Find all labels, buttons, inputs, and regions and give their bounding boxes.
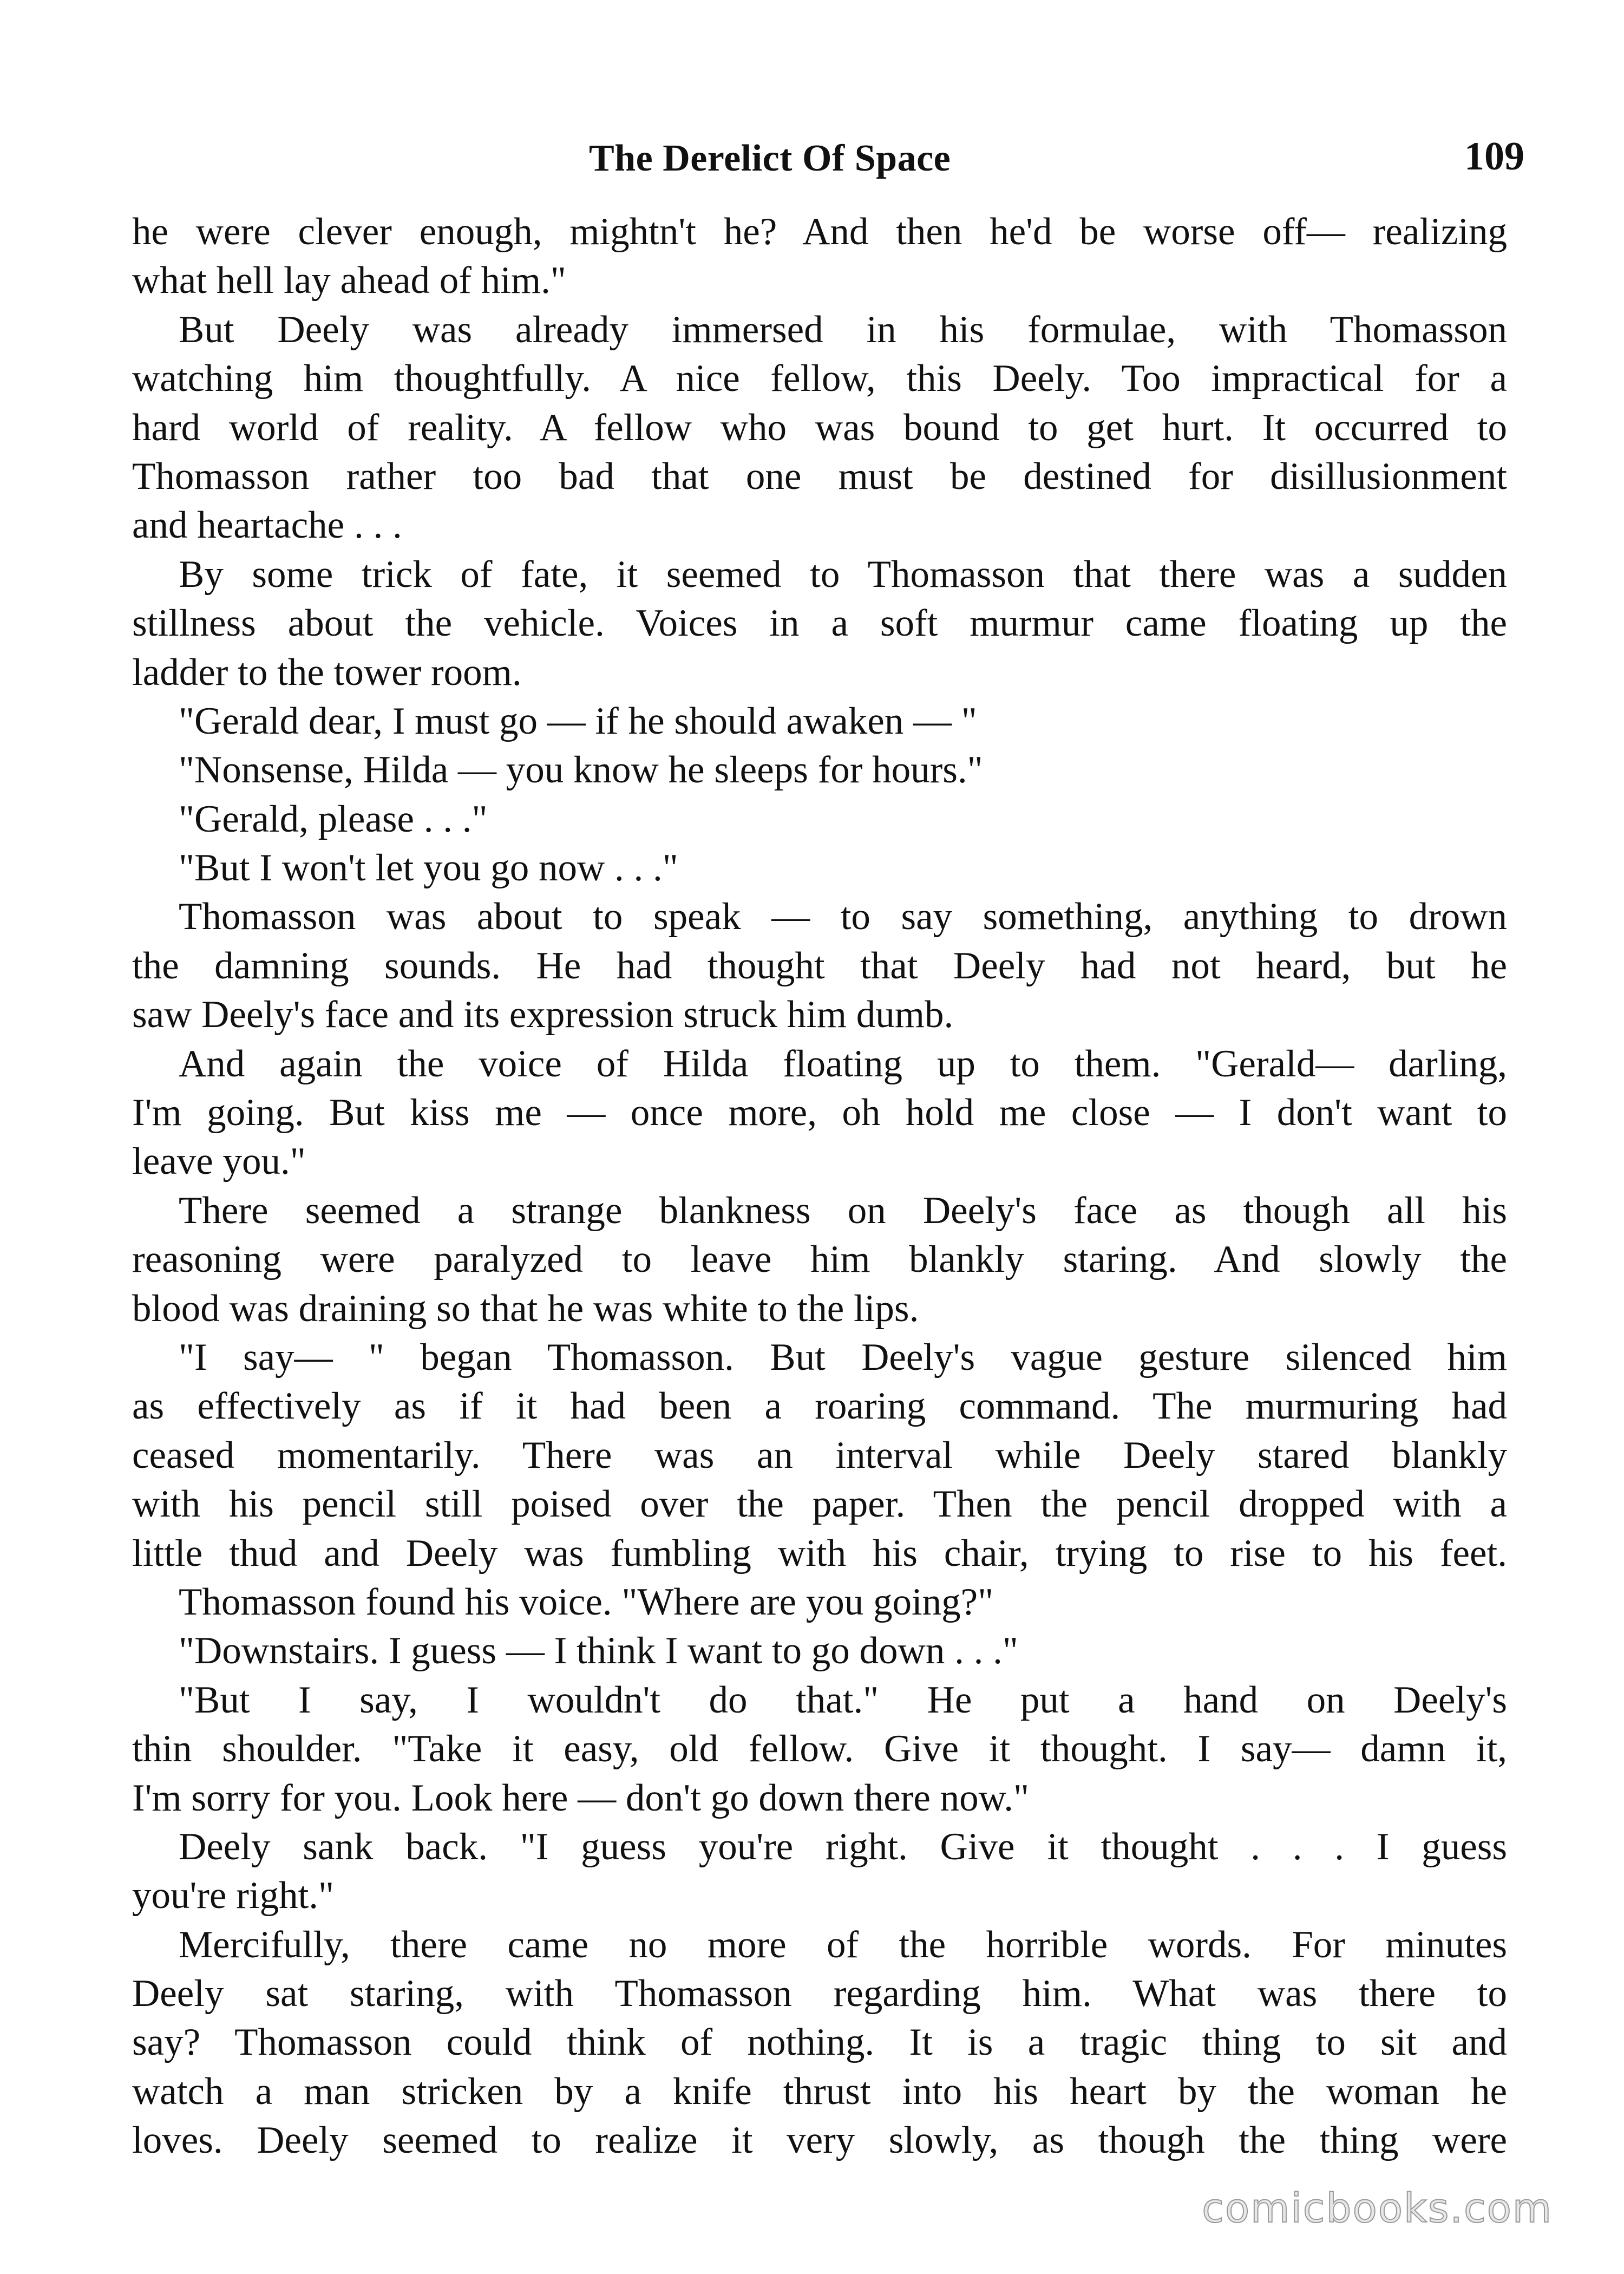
text-line: ladder to the tower room. [132,651,522,694]
text-line: leave you." [132,1140,306,1183]
text-line: loves. Deely seemed to realize it very slowly, as though the thing were [132,2119,1507,2162]
text-line: and heartache . . . [132,504,402,547]
text-line: thin shoulder. "Take it easy, old fellow. Give it thought. I say— damn it, [132,1728,1507,1770]
text-line: "Gerald, please . . ." [179,798,488,840]
text-line: There seemed a strange blankness on Deely's face as though all his [179,1189,1507,1232]
text-line: reasoning were paralyzed to leave him blankly staring. And slowly the [132,1238,1507,1281]
text-line: "Gerald dear, I must go — if he should awaken — " [179,700,977,742]
text-line: watch a man stricken by a knife thrust into his heart by the woman he [132,2070,1507,2113]
text-line: say? Thomasson could think of nothing. It is a tragic thing to sit and [132,2021,1507,2064]
text-line: stillness about the vehicle. Voices in a soft murmur came floating up the [132,602,1507,645]
text-line: "But I say, I wouldn't do that." He put a hand on Deely's [179,1678,1507,1721]
text-line: Mercifully, there came no more of the horrible words. For minutes [179,1923,1507,1966]
text-line: as effectively as if it had been a roaring command. The murmuring had [132,1385,1507,1428]
text-line: "Downstairs. I guess — I think I want to go down . . ." [179,1630,1018,1672]
text-line: "I say— " began Thomasson. But Deely's vague gesture silenced him [179,1336,1507,1378]
running-header [0,134,1624,183]
text-line: I'm sorry for you. Look here — don't go down there now." [132,1776,1029,1819]
text-line: ceased momentarily. There was an interval while Deely stared blankly [132,1434,1507,1476]
text-line: "Nonsense, Hilda — you know he sleeps for hours." [179,749,983,792]
text-line: blood was draining so that he was white to the lips. [132,1287,919,1330]
body-text [132,207,1507,2165]
text-line: Thomasson was about to speak — to say something, anything to drown [179,896,1507,938]
running-title: The Derelict Of Space [589,138,951,179]
text-line: little thud and Deely was fumbling with his chair, trying to rise to his feet. [132,1532,1507,1574]
text-line: Deely sat staring, with Thomasson regarding him. What was there to [132,1972,1507,2015]
text-line: you're right." [132,1874,335,1917]
watermark: comicbooks.com [1202,2185,1553,2232]
text-line: saw Deely's face and its expression struck him dumb. [132,994,954,1036]
text-line: what hell lay ahead of him." [132,259,566,302]
page-number: 109 [1464,134,1524,179]
text-line: Thomasson rather too bad that one must be destined for disillusionment [132,455,1507,498]
text-line: But Deely was already immersed in his formulae, with Thomasson [179,308,1507,351]
text-line: watching him thoughtfully. A nice fellow, this Deely. Too impractical for a [132,357,1507,400]
text-line: Deely sank back. "I guess you're right. Give it thought . . . I guess [179,1825,1507,1868]
text-line: Thomasson found his voice. "Where are you going?" [179,1580,994,1623]
text-line: By some trick of fate, it seemed to Thomasson that there was a sudden [179,553,1507,596]
text-line: hard world of reality. A fellow who was bound to get hurt. It occurred to [132,406,1507,449]
text-line: "But I won't let you go now . . ." [179,847,678,890]
text-line: And again the voice of Hilda floating up to them. "Gerald— darling, [179,1042,1507,1085]
text-line: I'm going. But kiss me — once more, oh hold me close — I don't want to [132,1092,1507,1134]
text-line: he were clever enough, mightn't he? And then he'd be worse off— realizing [132,211,1507,253]
text-line: the damning sounds. He had thought that Deely had not heard, but he [132,944,1507,987]
text-line: with his pencil still poised over the paper. Then the pencil dropped with a [132,1483,1507,1526]
